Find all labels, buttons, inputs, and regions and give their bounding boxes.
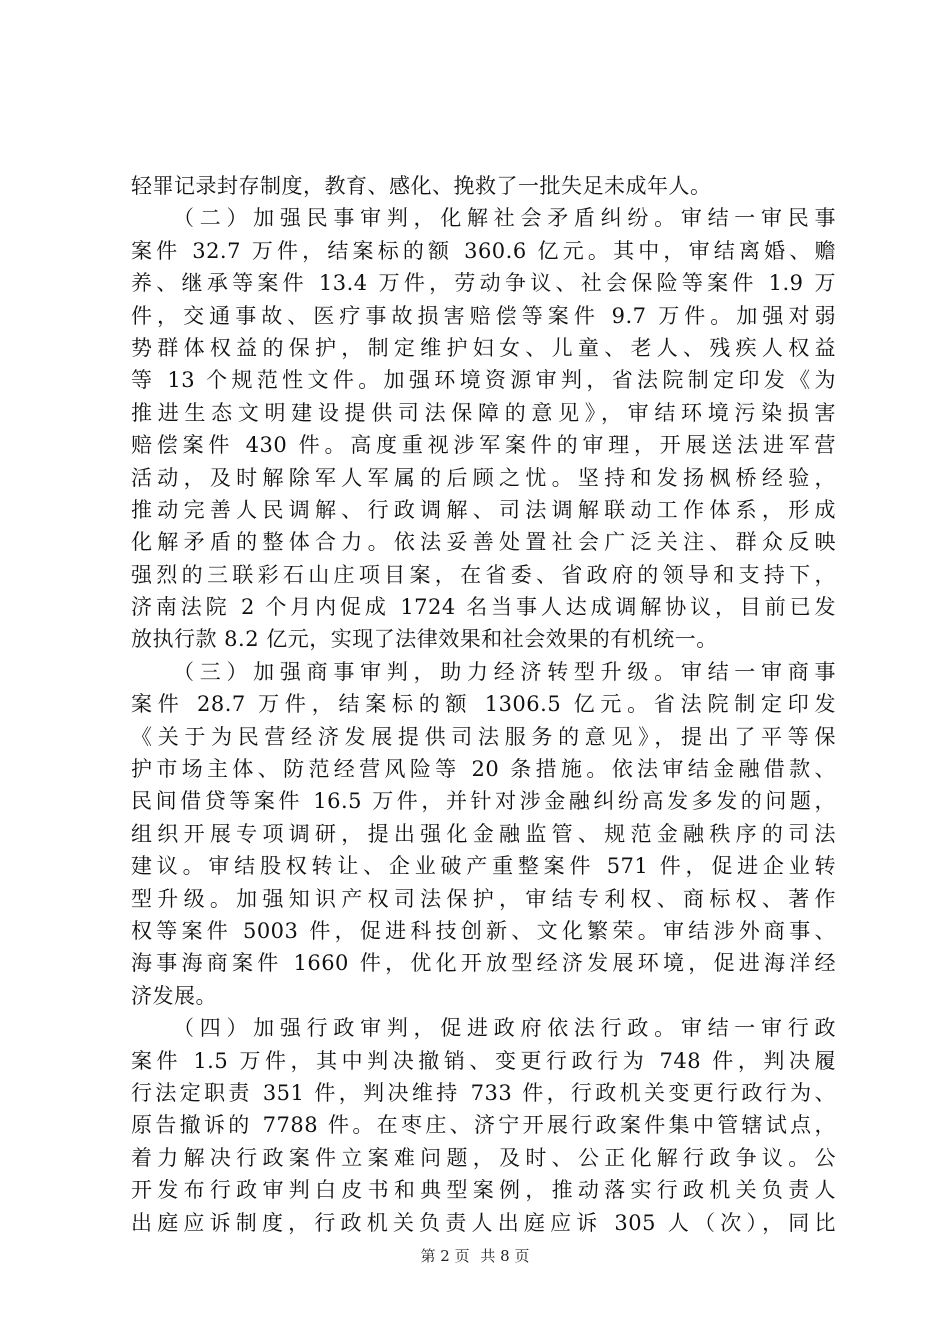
text-line: 轻罪记录封存制度，教育、感化、挽救了一批失足未成年人。 xyxy=(131,174,712,198)
text-line: 民间借贷等案件 16.5 万件，并针对涉金融纠纷高发多发的问题， xyxy=(131,789,836,814)
document-body xyxy=(131,170,836,1239)
text-line: 出庭应诉制度，行政机关负责人出庭应诉 305 人（次），同比 xyxy=(131,1210,836,1235)
text-line: 案件 1.5 万件，其中判决撤销、变更行政行为 748 件，判决履 xyxy=(131,1048,836,1073)
text-line: 案件 28.7 万件，结案标的额 1306.5 亿元。省法院制定印发 xyxy=(131,692,836,717)
page-total: 共 8 页 xyxy=(480,1247,530,1265)
text-line: 推进生态文明建设提供司法保障的意见》，审结环境污染损害 xyxy=(131,400,836,425)
text-line: 海事海商案件 1660 件，优化开放型经济发展环境，促进海洋经 xyxy=(131,951,836,976)
text-line: （二）加强民事审判，化解社会矛盾纠纷。审结一审民事 xyxy=(173,206,836,231)
text-line: 养、继承等案件 13.4 万件，劳动争议、社会保险等案件 1.9 万 xyxy=(131,271,836,296)
text-line: 护市场主体、防范经营风险等 20 条措施。依法审结金融借款、 xyxy=(131,757,836,782)
text-line: 强烈的三联彩石山庄项目案，在省委、省政府的领导和支持下， xyxy=(131,562,836,587)
text-line: 势群体权益的保护，制定维护妇女、儿童、老人、残疾人权益 xyxy=(131,335,836,360)
text-line: 济南法院 2 个月内促成 1724 名当事人达成调解协议，目前已发 xyxy=(131,595,836,620)
text-line: 赔偿案件 430 件。高度重视涉军案件的审理，开展送法进军营 xyxy=(131,433,836,458)
text-line: 化解矛盾的整体合力。依法妥善处置社会广泛关注、群众反映 xyxy=(131,530,836,555)
text-line: 建议。审结股权转让、企业破产重整案件 571 件，促进企业转 xyxy=(131,854,836,879)
text-line: 等 13 个规范性文件。加强环境资源审判，省法院制定印发《为 xyxy=(131,368,836,393)
text-line: 案件 32.7 万件，结案标的额 360.6 亿元。其中，审结离婚、赡 xyxy=(131,238,836,263)
text-line: 放执行款 8.2 亿元，实现了法律效果和社会效果的有机统一。 xyxy=(131,627,718,652)
text-line: 推动完善人民调解、行政调解、司法调解联动工作体系，形成 xyxy=(131,497,836,522)
text-line: 开发布行政审判白皮书和典型案例，推动落实行政机关负责人 xyxy=(131,1178,836,1203)
text-line: （四）加强行政审判，促进政府依法行政。审结一审行政 xyxy=(173,1016,836,1041)
text-line: 原告撤诉的 7788 件。在枣庄、济宁开展行政案件集中管辖试点， xyxy=(131,1113,836,1138)
text-line: 着力解决行政案件立案难问题，及时、公正化解行政争议。公 xyxy=(131,1145,836,1170)
page-footer xyxy=(0,1246,950,1266)
text-line: 组织开展专项调研，提出强化金融监管、规范金融秩序的司法 xyxy=(131,821,836,846)
text-line: 行法定职责 351 件，判决维持 733 件，行政机关变更行政行为、 xyxy=(131,1080,836,1105)
text-line: 型升级。加强知识产权司法保护，审结专利权、商标权、著作 xyxy=(131,886,836,911)
text-line: 权等案件 5003 件，促进科技创新、文化繁荣。审结涉外商事、 xyxy=(131,918,836,943)
text-line: 件，交通事故、医疗事故损害赔偿等案件 9.7 万件。加强对弱 xyxy=(131,303,836,328)
text-line: 活动，及时解除军人军属的后顾之忧。坚持和发扬枫桥经验， xyxy=(131,465,836,490)
text-line: 《关于为民营经济发展提供司法服务的意见》，提出了平等保 xyxy=(131,724,836,749)
text-line: （三）加强商事审判，助力经济转型升级。审结一审商事 xyxy=(173,659,836,684)
text-line: 济发展。 xyxy=(131,983,217,1008)
page-number: 第 2 页 xyxy=(420,1247,470,1265)
